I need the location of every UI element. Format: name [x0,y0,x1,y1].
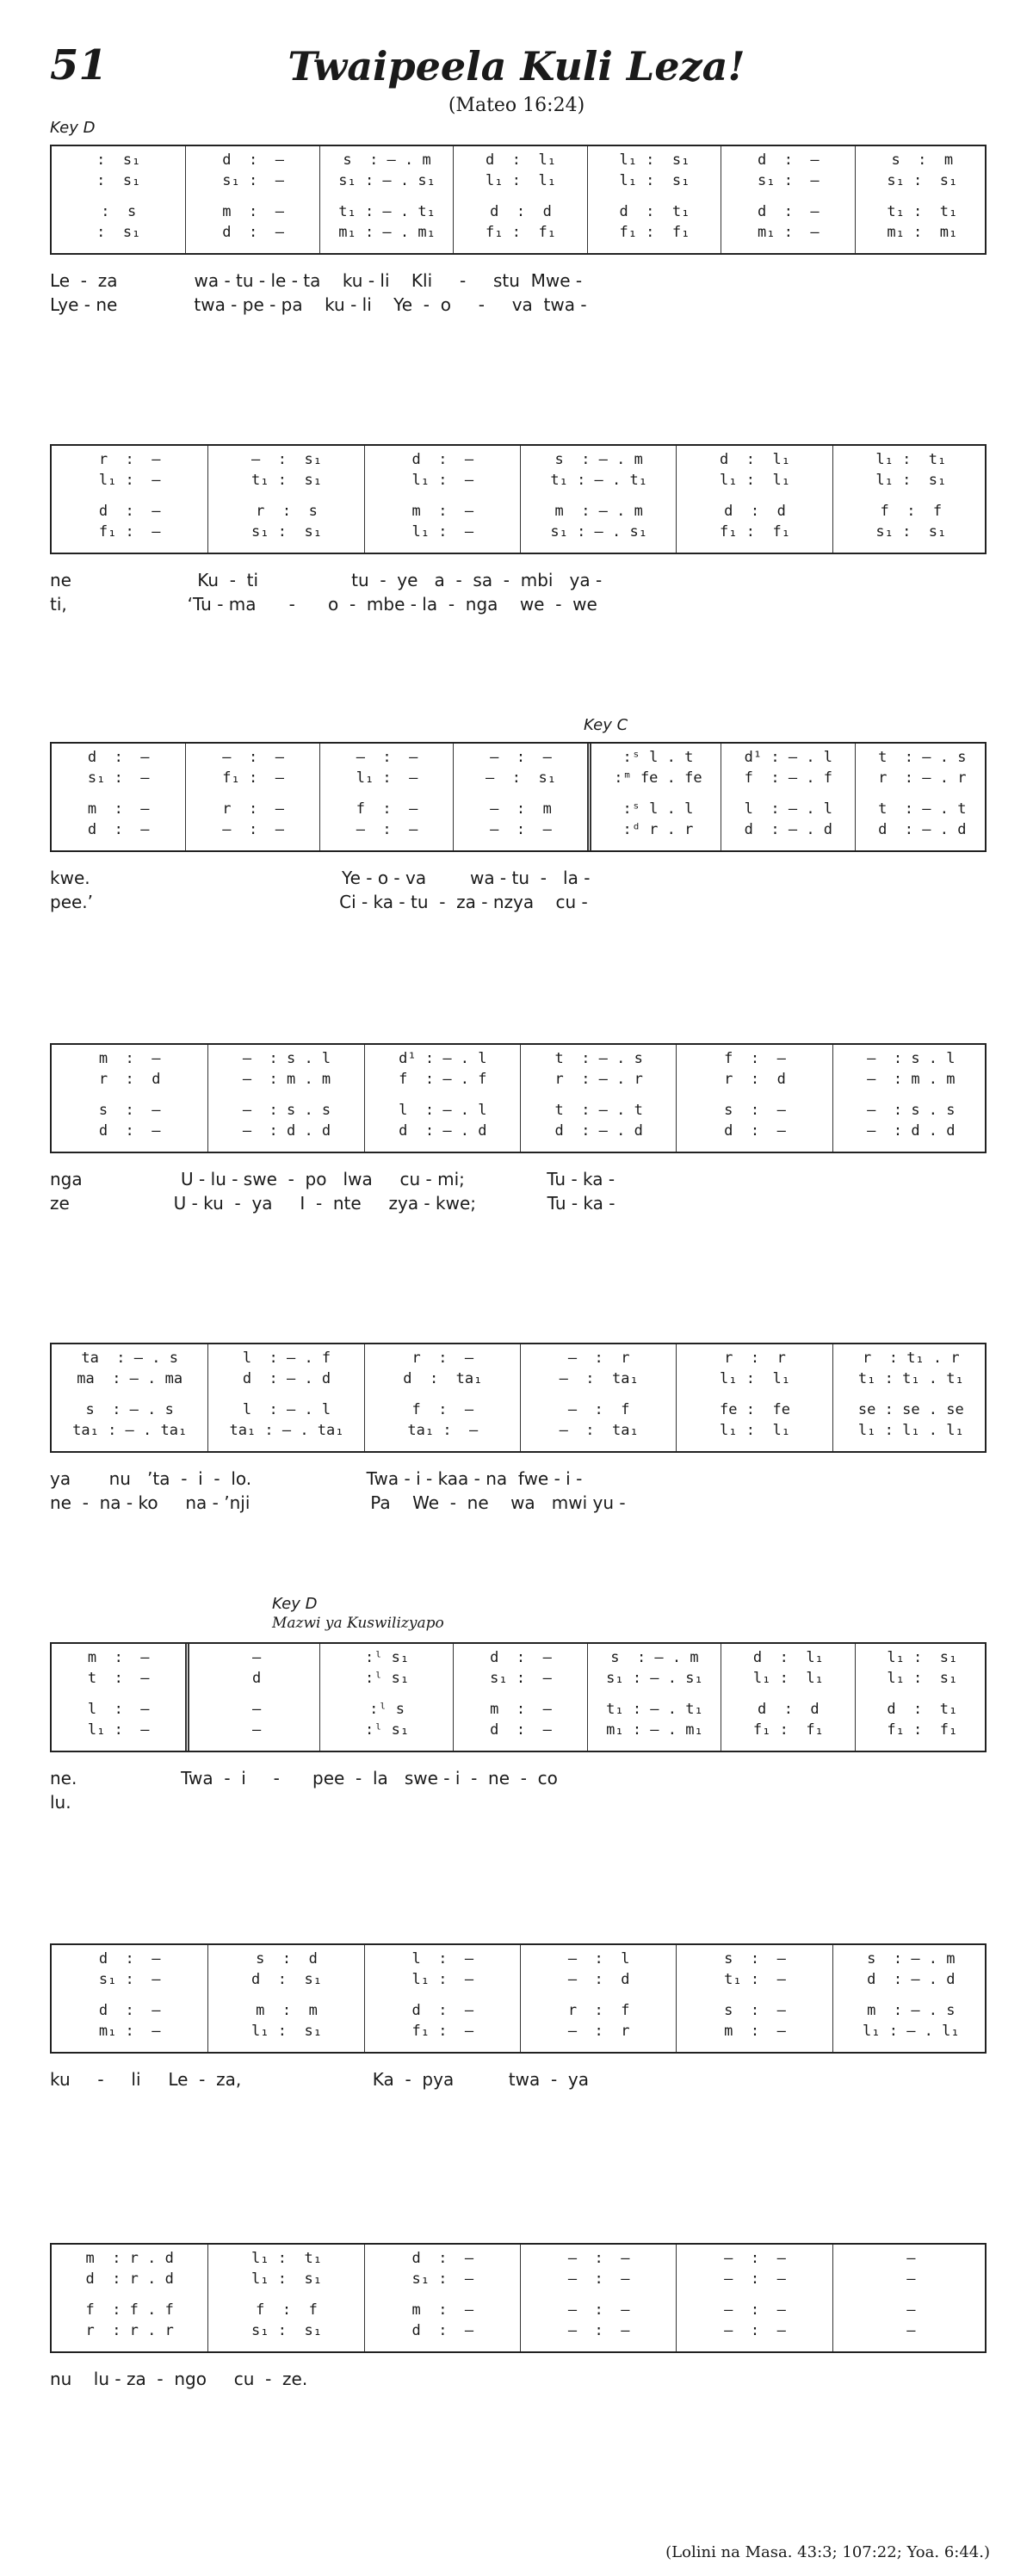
alto-notes: s₁ : — [758,172,820,189]
measure [832,2245,989,2351]
alto-notes: d : – . d [867,1971,956,1988]
soprano-notes: — : — [567,2250,630,2267]
measure [520,1045,677,1152]
bass-notes: l₁ : – . l₁ [863,2023,960,2040]
alto-notes: l₁ : l₁ [486,172,556,189]
lyric-line-1: ya nu ’ta - i - lo. Twa - i - kaa - na fwe - i - [50,1468,583,1489]
bass-notes: d : – . d [399,1122,487,1140]
alto-notes: d : r . d [85,2270,174,2288]
staff-box [50,1943,987,2054]
alto-notes: s₁ : — [490,1670,552,1687]
tenor-notes: — : f [567,1401,630,1418]
soprano-notes: s : m [891,151,954,169]
bass-notes: m₁ : — [98,2023,161,2040]
soprano-notes: f : — [724,1050,786,1067]
bass-notes: f₁ : — [98,523,161,541]
bass-notes: d : — [724,1122,786,1140]
tenor-notes: d : d [724,503,786,520]
measure [52,146,185,253]
bass-notes: f₁ : f₁ [619,224,690,241]
soprano-notes: l : — [411,1950,474,1968]
alto-notes: l₁ : — [98,472,161,489]
tenor-notes: m : – . s [867,2002,956,2019]
bass-notes: m : — [724,2023,786,2040]
tenor-notes: f : — [356,800,418,818]
measure [676,1045,832,1152]
soprano-notes: m : — [98,1050,161,1067]
measure [52,446,207,553]
measure [52,1344,207,1451]
alto-notes: s₁ : — [98,1971,161,1988]
footer-references: (Lolini na Masa. 43:3; 107:22; Yoa. 6:44.) [665,2543,990,2561]
alto-notes: s₁ : — [411,2270,474,2288]
measure [52,1945,207,2052]
measure [832,1045,989,1152]
tenor-notes: — [252,1701,262,1718]
measure [364,1945,521,2052]
measure [319,1644,454,1751]
measure [207,1945,364,2052]
bass-notes: — : r [567,2023,630,2040]
tenor-notes: f : f . f [85,2301,174,2319]
measure [364,1344,521,1451]
tenor-notes: d : d [490,203,552,220]
soprano-notes: l₁ : s₁ [619,151,690,169]
staff-box [50,2243,987,2353]
bass-notes: m₁ : — [758,224,820,241]
tenor-notes: f : f [256,2301,318,2319]
soprano-notes: l₁ : t₁ [251,2250,322,2267]
measure [832,446,989,553]
soprano-notes: l : – . f [242,1350,331,1367]
soprano-notes: :ˡ s₁ [364,1649,410,1666]
tenor-notes: t₁ : – . t₁ [338,203,436,220]
measure [319,744,454,850]
measure [207,2245,364,2351]
bass-notes: r : r . r [85,2322,174,2339]
measure [185,146,319,253]
measure [520,1945,677,2052]
alto-notes: l₁ : s₁ [251,2270,322,2288]
scripture-reference: (Mateo 16:24) [448,95,585,116]
lyric-line-1: ne Ku - ti tu - ye a - sa - mbi ya - [50,570,603,590]
soprano-notes: l₁ : s₁ [887,1649,958,1666]
tenor-notes: d : t₁ [887,1701,958,1718]
staff-box [50,145,987,255]
bass-notes: — : — [222,821,284,838]
alto-notes: t₁ : – . t₁ [550,472,647,489]
tenor-notes: — [906,2301,916,2319]
soprano-notes: d : — [411,2250,474,2267]
measure [52,1045,207,1152]
soprano-notes: — : s . l [867,1050,956,1067]
alto-notes: — : — [567,2270,630,2288]
tenor-notes: fe : fe [720,1401,790,1418]
soprano-notes: — : s₁ [251,451,322,468]
alto-notes: r : d [724,1071,786,1088]
measure [855,146,989,253]
bass-notes: f₁ : — [411,2023,474,2040]
tenor-notes: : s [101,203,137,220]
measure [721,1644,855,1751]
soprano-notes: ta : – . s [81,1350,178,1367]
tenor-notes: r : f [567,2002,630,2019]
measure [319,146,454,253]
hymn-title: Twaipeela Kuli Leza! [288,43,745,90]
alto-notes: :ᵐ fe . fe [614,769,702,787]
staff-box [50,1642,987,1752]
tenor-notes: — : — [567,2301,630,2319]
soprano-notes: d : — [222,151,284,169]
soprano-notes: — : — [356,749,418,766]
bass-notes: :ᵈ r . r [622,821,694,838]
bass-notes: : s₁ [96,224,141,241]
measure [52,1644,185,1751]
bass-notes: l₁ : l₁ . l₁ [857,1422,964,1439]
alto-notes: — : s₁ [486,769,556,787]
bass-notes: — : d . d [242,1122,331,1140]
tenor-notes: m : — [490,1701,552,1718]
soprano-notes: — : l [567,1950,630,1968]
bass-notes: d : – . d [744,821,833,838]
measure [52,744,185,850]
soprano-notes: — : — [490,749,552,766]
soprano-notes: s : – . m [554,451,643,468]
tenor-notes: d : d [758,1701,820,1718]
tenor-notes: t : – . t [878,800,967,818]
soprano-notes: l₁ : t₁ [875,451,947,468]
tenor-notes: — : s . s [867,1102,956,1119]
bass-notes: m₁ : – . m₁ [606,1721,703,1739]
alto-notes: — : — [724,2270,786,2288]
measure [676,2245,832,2351]
tenor-notes: s : — [724,2002,786,2019]
measure [520,2245,677,2351]
alto-notes: d : s₁ [251,1971,322,1988]
soprano-notes: :ˢ l . t [622,749,694,766]
alto-notes: s₁ : — [87,769,150,787]
tenor-notes: d : — [411,2002,474,2019]
tenor-notes: m : — [411,503,474,520]
bass-notes: l₁ : — [87,1721,150,1739]
measure [721,744,855,850]
soprano-notes: — : — [222,749,284,766]
bass-notes: — : — [724,2322,786,2339]
alto-notes: l₁ : s₁ [887,1670,958,1687]
alto-notes: — : m . m [242,1071,331,1088]
lyric-line-2: Lye - ne twa - pe - pa ku - li Ye - o - va twa - [50,294,587,315]
tenor-notes: f : f [880,503,943,520]
soprano-notes: t : – . s [878,749,967,766]
tenor-notes: m : m [256,2002,318,2019]
lyric-line-1: ne. Twa - i - pee - la swe - i - ne - co [50,1768,558,1788]
alto-notes: f : – . f [399,1071,487,1088]
bass-notes: l₁ : s₁ [251,2023,322,2040]
alto-notes: l₁ : s₁ [875,472,947,489]
alto-notes: f₁ : — [222,769,284,787]
soprano-notes: d¹ : – . l [744,749,833,766]
bass-notes: d : – . d [554,1122,643,1140]
bass-notes: l₁ : — [411,523,474,541]
lyric-line-1: ku - li Le - za, Ka - pya twa - ya [50,2069,589,2090]
alto-notes: l₁ : s₁ [619,172,690,189]
key-change-label: Key C [584,716,628,734]
alto-notes: : s₁ [96,172,141,189]
soprano-notes: s : — [724,1950,786,1968]
soprano-notes: m : r . d [85,2250,174,2267]
measure [364,1045,521,1152]
tenor-notes: l : — [87,1701,150,1718]
tenor-notes: s : — [98,1102,161,1119]
soprano-notes: s : – . m [867,1950,956,1968]
bass-notes: l₁ : l₁ [720,1422,790,1439]
lyric-line-2: pee.’ Ci - ka - tu - za - nzya cu - [50,892,588,912]
staff-box [50,1043,987,1153]
tenor-notes: — : m [490,800,552,818]
lyric-line-1: nu lu - za - ngo cu - ze. [50,2369,308,2389]
tenor-notes: l : – . l [242,1401,331,1418]
soprano-notes: m : — [87,1649,150,1666]
bass-notes: m₁ : m₁ [887,224,958,241]
alto-notes: — [906,2270,916,2288]
tenor-notes: se : se . se [857,1401,964,1418]
tenor-notes: d : t₁ [619,203,690,220]
soprano-notes: s : d [256,1950,318,1968]
soprano-notes: — [906,2250,916,2267]
alto-notes: s₁ : – . s₁ [338,172,436,189]
measure [832,1344,989,1451]
measure [453,146,587,253]
tenor-notes: m : — [87,800,150,818]
alto-notes: s₁ : s₁ [887,172,958,189]
alto-notes: l₁ : l₁ [720,472,790,489]
soprano-notes: d : — [490,1649,552,1666]
alto-notes: l₁ : l₁ [720,1370,790,1387]
alto-notes: :ˡ s₁ [364,1670,410,1687]
staff-box [50,1343,987,1453]
key-change-label: Key D [272,1595,318,1613]
measure [587,1644,721,1751]
measure [855,744,989,850]
tenor-notes: m : – . m [554,503,643,520]
hymn-number: 51 [50,41,108,90]
tenor-notes: s : – . s [85,1401,174,1418]
measure [364,2245,521,2351]
soprano-notes: — : r [567,1350,630,1367]
alto-notes: r : – . r [878,769,967,787]
alto-notes: t₁ : s₁ [251,472,322,489]
alto-notes: ma : – . ma [77,1370,183,1387]
bass-notes: — : — [567,2322,630,2339]
measure [52,2245,207,2351]
bass-notes: — [252,1721,262,1739]
bass-notes: d : — [411,2322,474,2339]
alto-notes: t₁ : t₁ . t₁ [857,1370,964,1387]
bass-notes: f₁ : f₁ [752,1721,824,1739]
tenor-notes: l : – . l [744,800,833,818]
alto-notes: d [252,1670,262,1687]
tenor-notes: d : — [98,503,161,520]
measure [676,446,832,553]
soprano-notes: d¹ : – . l [399,1050,487,1067]
bass-notes: f₁ : f₁ [486,224,556,241]
measure [832,1945,989,2052]
bass-notes: s₁ : – . s₁ [550,523,647,541]
alto-notes: t₁ : — [724,1971,786,1988]
soprano-notes: : s₁ [96,151,141,169]
bass-notes: — : d . d [867,1122,956,1140]
tenor-notes: t : – . t [554,1102,643,1119]
soprano-notes: d : l₁ [752,1649,824,1666]
alto-notes: — : d [567,1971,630,1988]
tenor-notes: m : — [222,203,284,220]
soprano-notes: d : l₁ [720,451,790,468]
bass-notes: ta₁ : — [407,1422,479,1439]
tenor-notes: m : — [411,2301,474,2319]
alto-notes: — : ta₁ [559,1370,639,1387]
soprano-notes: d : — [87,749,150,766]
bass-notes: s₁ : s₁ [251,523,322,541]
tenor-notes: :ˡ s [369,1701,405,1718]
measure [676,1945,832,2052]
measure [520,446,677,553]
lyric-line-2: ne - na - ko na - ’nji Pa We - ne wa mwi yu - [50,1492,626,1513]
bass-notes: f₁ : f₁ [720,523,790,541]
alto-notes: r : – . r [554,1071,643,1088]
tenor-notes: l : – . l [399,1102,487,1119]
soprano-notes: r : r [724,1350,786,1367]
measure [185,1644,323,1751]
alto-notes: f : – . f [744,769,833,787]
measure [721,146,855,253]
measure [587,744,725,850]
measure [453,1644,587,1751]
tenor-notes: d : — [98,2002,161,2019]
bass-notes: — [906,2322,916,2339]
tenor-notes: — : s . s [242,1102,331,1119]
bass-notes: s₁ : s₁ [251,2322,322,2339]
tenor-notes: — : — [724,2301,786,2319]
tenor-notes: d : — [758,203,820,220]
soprano-notes: d : l₁ [486,151,556,169]
soprano-notes: r : t₁ . r [863,1350,960,1367]
key-label: Key D [50,119,96,137]
alto-notes: l₁ : — [411,1971,474,1988]
measure [855,1644,989,1751]
soprano-notes: t : – . s [554,1050,643,1067]
alto-notes: s₁ : – . s₁ [606,1670,703,1687]
tenor-notes: f : — [411,1401,474,1418]
tenor-notes: r : — [222,800,284,818]
bass-notes: d : — [490,1721,552,1739]
bass-notes: d : — [87,821,150,838]
alto-notes: l₁ : — [356,769,418,787]
soprano-notes: — [252,1649,262,1666]
lyric-line-2: lu. [50,1792,71,1813]
measure [207,1344,364,1451]
bass-notes: :ˡ s₁ [364,1721,410,1739]
bass-notes: ta₁ : – . ta₁ [72,1422,188,1439]
staff-box [50,742,987,852]
measure [453,744,587,850]
section-label: Mazwi ya Kuswilizyapo [272,1615,444,1632]
soprano-notes: d : — [411,451,474,468]
bass-notes: s₁ : s₁ [875,523,947,541]
soprano-notes: s : – . m [610,1649,699,1666]
lyric-line-1: Le - za wa - tu - le - ta ku - li Kli - stu Mwe - [50,270,583,291]
lyric-line-1: kwe. Ye - o - va wa - tu - la - [50,868,591,888]
bass-notes: d : — [222,224,284,241]
tenor-notes: s : — [724,1102,786,1119]
alto-notes: l₁ : — [411,472,474,489]
measure [207,1045,364,1152]
tenor-notes: r : s [256,503,318,520]
soprano-notes: d : — [98,1950,161,1968]
bass-notes: — : ta₁ [559,1422,639,1439]
bass-notes: — : — [490,821,552,838]
alto-notes: s₁ : — [222,172,284,189]
alto-notes: t : — [87,1670,150,1687]
bass-notes: d : — [98,1122,161,1140]
measure [185,744,319,850]
bass-notes: ta₁ : – . ta₁ [229,1422,344,1439]
lyric-line-1: nga U - lu - swe - po lwa cu - mi; Tu - ka - [50,1169,615,1189]
measure [364,446,521,553]
alto-notes: d : ta₁ [403,1370,483,1387]
alto-notes: l₁ : l₁ [752,1670,824,1687]
measure [207,446,364,553]
tenor-notes: t₁ : t₁ [887,203,958,220]
soprano-notes: — : s . l [242,1050,331,1067]
soprano-notes: r : — [98,451,161,468]
alto-notes: r : d [98,1071,161,1088]
lyric-line-2: ti, ‘Tu - ma - o - mbe - la - nga we - we [50,594,597,615]
soprano-notes: d : — [758,151,820,169]
tenor-notes: :ˢ l . l [622,800,694,818]
soprano-notes: r : — [411,1350,474,1367]
bass-notes: m₁ : – . m₁ [338,224,436,241]
measure [587,146,721,253]
measure [676,1344,832,1451]
bass-notes: f₁ : f₁ [887,1721,958,1739]
measure [520,1344,677,1451]
tenor-notes: t₁ : – . t₁ [606,1701,703,1718]
staff-box [50,444,987,554]
soprano-notes: s : – . m [343,151,431,169]
soprano-notes: — : — [724,2250,786,2267]
bass-notes: — : — [356,821,418,838]
bass-notes: d : – . d [878,821,967,838]
alto-notes: d : – . d [242,1370,331,1387]
alto-notes: — : m . m [867,1071,956,1088]
lyric-line-2: ze U - ku - ya I - nte zya - kwe; Tu - ka - [50,1193,615,1214]
